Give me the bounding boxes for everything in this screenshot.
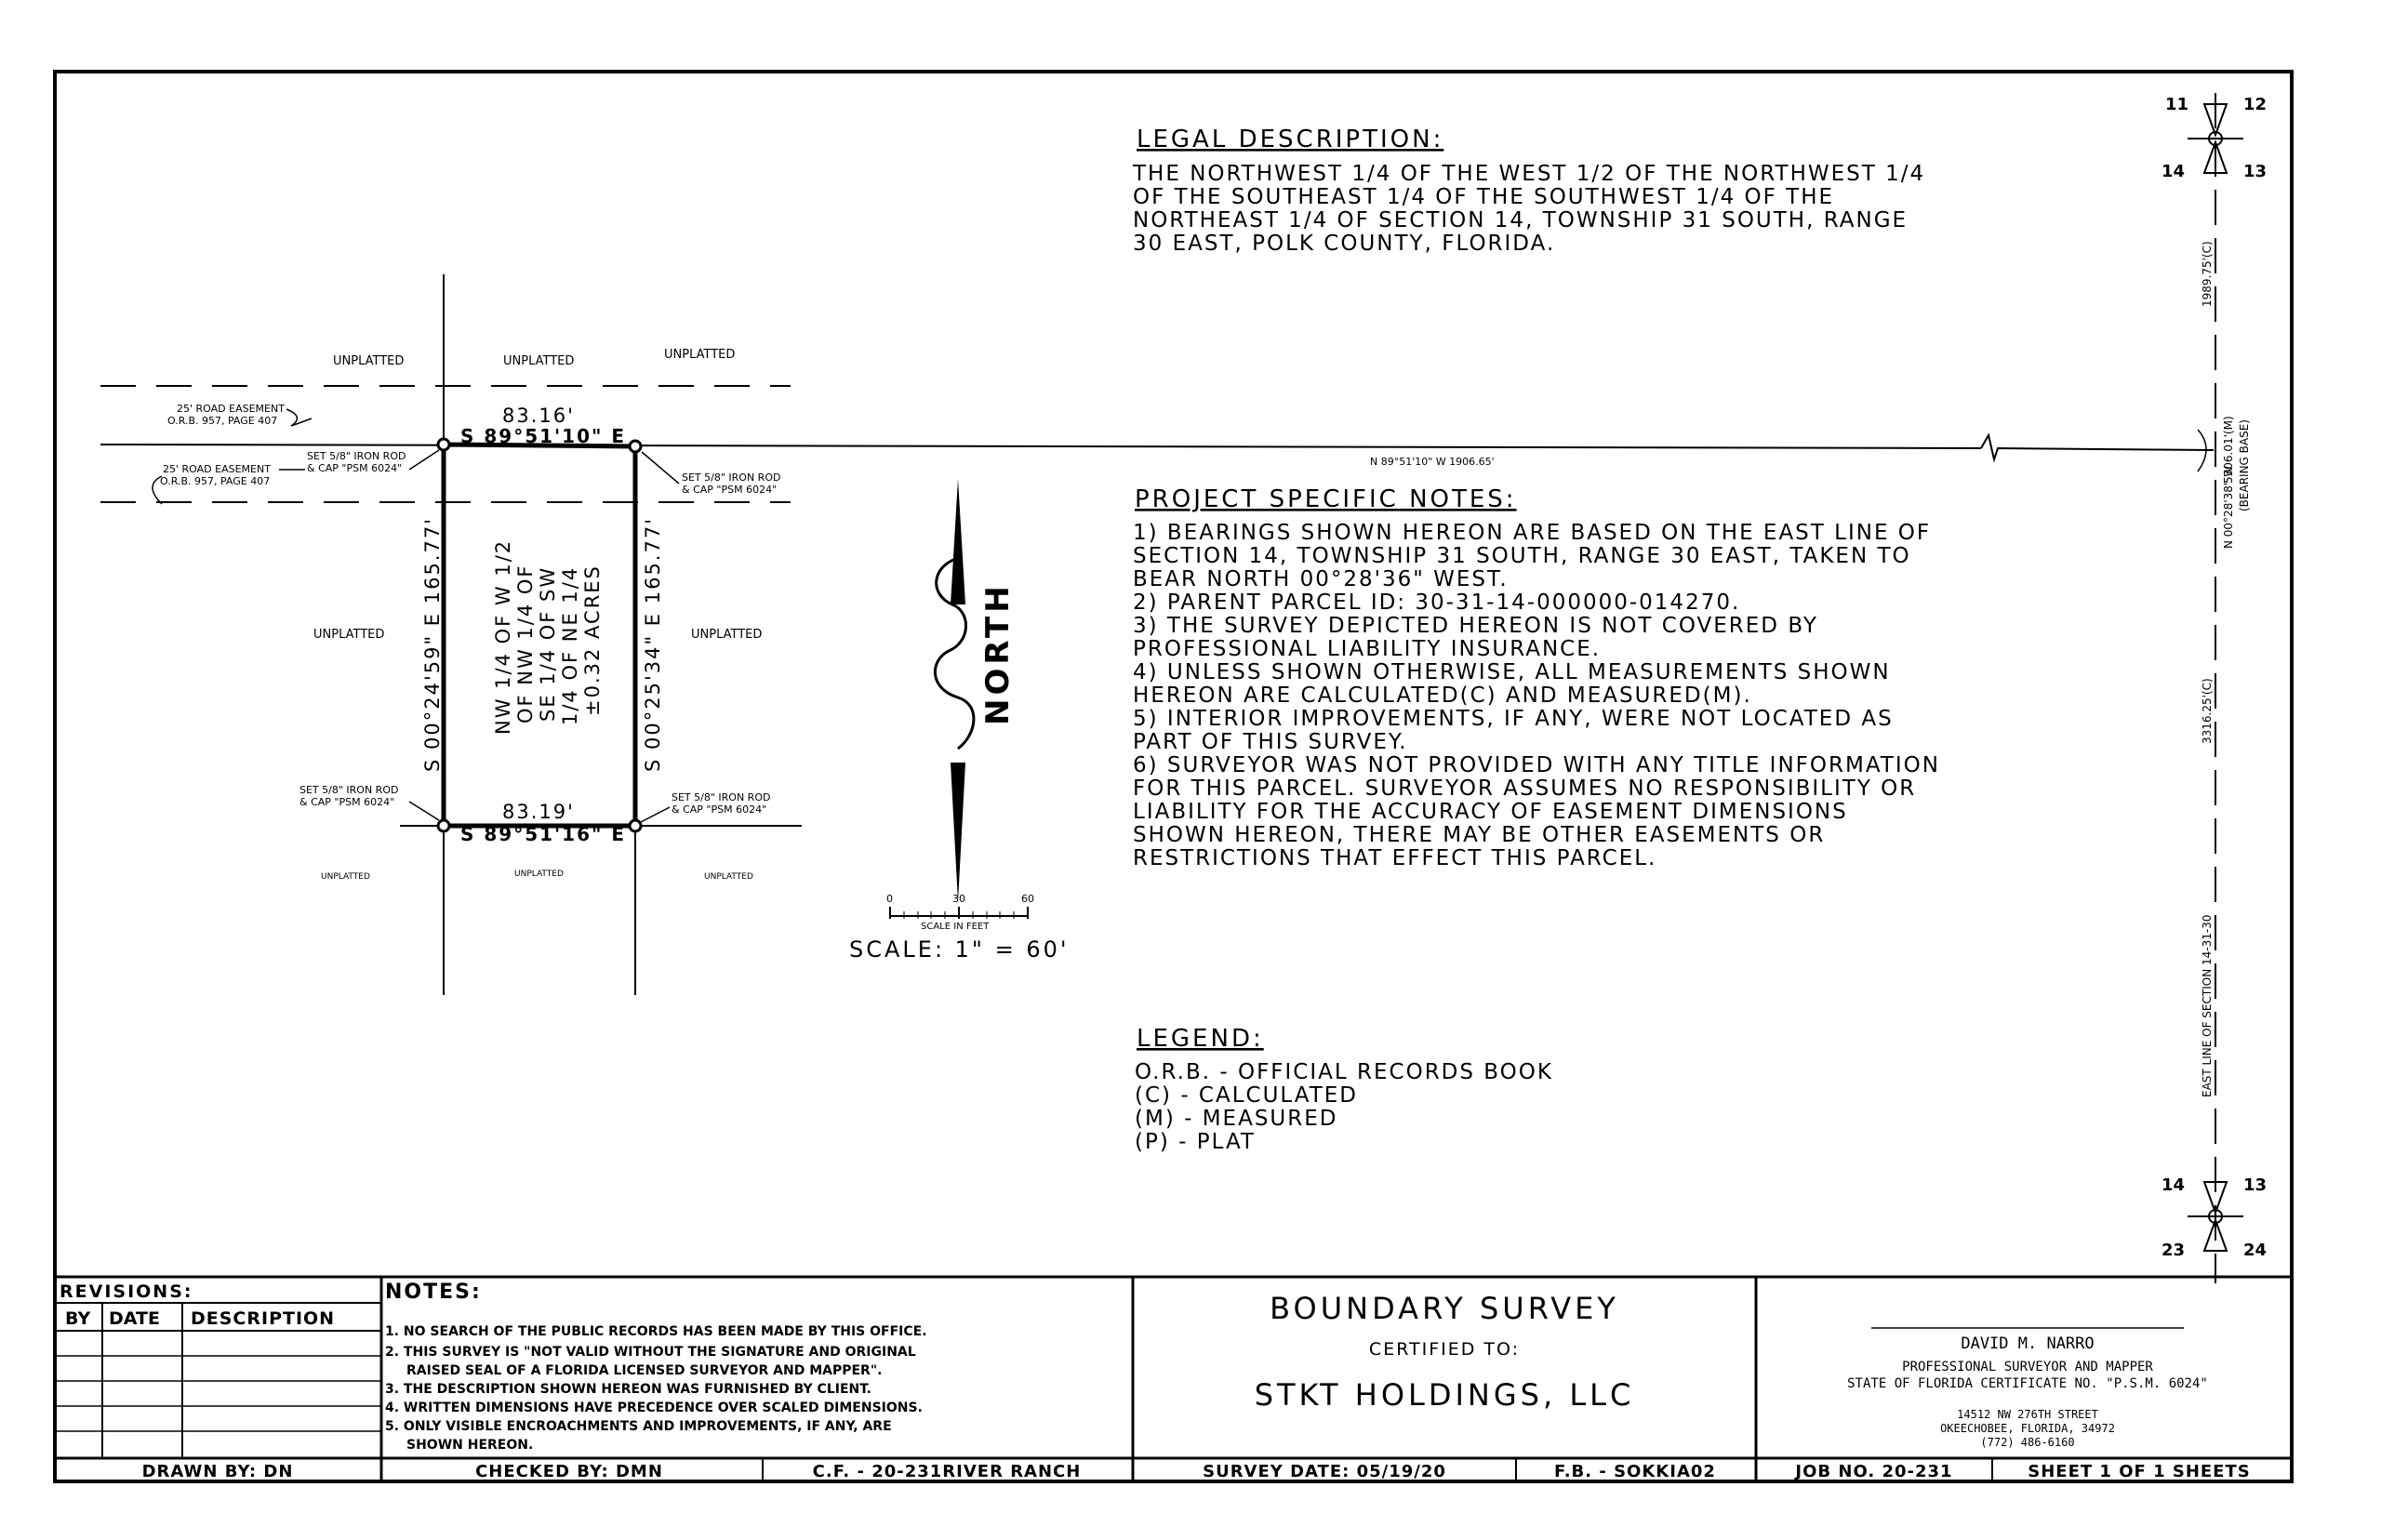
iron-rod-callout: & CAP "PSM 6024"	[672, 803, 767, 816]
parcel-desc-line: OF NW 1/4 OF	[514, 564, 537, 724]
section-corner-top	[2162, 95, 2267, 181]
section-dim: 5306.01'(M)	[2222, 416, 2235, 484]
road-centerline	[100, 445, 1981, 448]
legal-line: NORTHEAST 1/4 OF SECTION 14, TOWNSHIP 31 SOUTH, RANGE	[1133, 208, 1909, 232]
section-dim: 3316.25'(C)	[2201, 678, 2214, 744]
corner-section-number: 14	[2162, 162, 2186, 181]
title-note: 2. THIS SURVEY IS "NOT VALID WITHOUT THE SIGNATURE AND ORIGINAL	[385, 1345, 916, 1360]
scale-text: SCALE: 1" = 60'	[849, 936, 1070, 962]
surveyor-name: DAVID M. NARRO	[1961, 1334, 2095, 1353]
north-bearing: S 89°51'10" E	[460, 425, 627, 447]
note-line: 6) SURVEYOR WAS NOT PROVIDED WITH ANY TITLE INFORMATION	[1133, 753, 1940, 777]
north-label: NORTH	[979, 582, 1017, 725]
corner-section-number: 24	[2243, 1241, 2268, 1260]
corner-section-number: 11	[2165, 95, 2189, 114]
iron-rod-callout: SET 5/8" IRON ROD	[672, 791, 771, 803]
corner-section-number: 23	[2162, 1241, 2186, 1260]
legend-item: (P) - PLAT	[1135, 1130, 1256, 1154]
break-symbol	[1981, 435, 2214, 459]
scale-tick-label: 30	[952, 893, 965, 905]
title-note: 5. ONLY VISIBLE ENCROACHMENTS AND IMPROVEMENTS, IF ANY, ARE	[385, 1419, 892, 1434]
leader-line	[641, 807, 670, 822]
note-line: HEREON ARE CALCULATED(C) AND MEASURED(M).	[1133, 684, 1752, 708]
parcel-desc-line: SE 1/4 OF SW	[537, 565, 559, 722]
note-line: PROFESSIONAL LIABILITY INSURANCE.	[1133, 637, 1602, 661]
north-arrow	[935, 479, 1017, 902]
corner-section-number: 13	[2243, 1175, 2268, 1195]
survey-title: BOUNDARY SURVEY	[1270, 1291, 1619, 1326]
legend-item: (M) - MEASURED	[1135, 1107, 1338, 1131]
title-note: SHOWN HEREON.	[406, 1438, 534, 1453]
unplatted-label: UNPLATTED	[313, 628, 385, 642]
iron-rod-se	[630, 820, 641, 831]
client-name: STKT HOLDINGS, LLC	[1254, 1377, 1635, 1413]
parcel-desc-line: NW 1/4 OF W 1/2	[492, 538, 514, 735]
note-line: 2) PARENT PARCEL ID: 30-31-14-000000-014270.	[1133, 591, 1741, 615]
section-line-label: EAST LINE OF SECTION 14-31-30	[2201, 914, 2214, 1097]
title-note: 1. NO SEARCH OF THE PUBLIC RECORDS HAS BEEN MADE BY THIS OFFICE.	[385, 1324, 927, 1339]
certified-to-label: CERTIFIED TO:	[1368, 1339, 1521, 1360]
legal-line: THE NORTHWEST 1/4 OF THE WEST 1/2 OF THE NORTHWEST 1/4	[1133, 162, 1926, 186]
iron-rod-callout: & CAP "PSM 6024"	[682, 484, 778, 496]
surveyor-address: 14512 NW 276TH STREET	[1957, 1408, 2098, 1421]
legal-description	[1132, 126, 1925, 256]
east-section-line	[2162, 93, 2267, 1283]
legal-line: 30 EAST, POLK COUNTY, FLORIDA.	[1133, 232, 1556, 256]
sheet-number: SHEET 1 OF 1 SHEETS	[2028, 1462, 2251, 1481]
easement-callout: 25' ROAD EASEMENT	[177, 403, 285, 415]
corner-section-number: 13	[2243, 162, 2268, 181]
field-book: F.B. - SOKKIA02	[1554, 1462, 1716, 1481]
legend	[1135, 1025, 1553, 1154]
corner-section-number: 12	[2243, 95, 2268, 114]
north-dimension: 83.16'	[502, 405, 575, 427]
note-line: BEAR NORTH 00°28'36" WEST.	[1133, 567, 1509, 591]
east-bearing: S 00°25'34" E 165.77'	[642, 517, 664, 772]
parcel-desc-line: ±0.32 ACRES	[581, 564, 604, 716]
easement-callout: O.R.B. 957, PAGE 407	[160, 475, 271, 487]
legal-heading: LEGAL DESCRIPTION:	[1137, 126, 1444, 153]
scale-bar	[849, 893, 1069, 962]
notes-heading: PROJECT SPECIFIC NOTES:	[1135, 485, 1517, 513]
leader-line	[409, 802, 439, 820]
job-number: JOB NO. 20-231	[1795, 1462, 1953, 1481]
survey-date: SURVEY DATE: 05/19/20	[1203, 1462, 1446, 1481]
south-dimension: 83.19'	[502, 801, 575, 823]
rev-col-by: BY	[65, 1308, 91, 1329]
easement-leader	[286, 409, 312, 426]
unplatted-label: UNPLATTED	[514, 870, 564, 879]
section-bearing: N 00°28'38" W	[2222, 465, 2235, 549]
section-bearing-base: (BEARING BASE)	[2238, 419, 2251, 511]
unplatted-label: UNPLATTED	[333, 354, 405, 368]
surveyor-address: OKEECHOBEE, FLORIDA, 34972	[1940, 1422, 2115, 1435]
iron-rod-callout: & CAP "PSM 6024"	[307, 462, 403, 474]
leader-line	[409, 450, 439, 470]
project-notes	[1133, 485, 1940, 870]
south-bearing: S 89°51'16" E	[460, 823, 627, 845]
iron-rod-callout: & CAP "PSM 6024"	[299, 796, 395, 808]
surveyor-cert: STATE OF FLORIDA CERTIFICATE NO. "P.S.M. 6024"	[1847, 1376, 2208, 1391]
title-note: 3. THE DESCRIPTION SHOWN HEREON WAS FURNISHED BY CLIENT.	[385, 1382, 871, 1397]
iron-rod-sw	[438, 820, 449, 831]
north-arrow-top	[951, 479, 965, 604]
drawn-by: DRAWN BY: DN	[141, 1462, 294, 1481]
easement-callout: O.R.B. 957, PAGE 407	[167, 415, 278, 427]
surveyor-phone: (772) 486-6160	[1980, 1436, 2075, 1449]
note-line: 4) UNLESS SHOWN OTHERWISE, ALL MEASUREMENTS SHOWN	[1133, 660, 1891, 684]
legend-item: (C) - CALCULATED	[1135, 1083, 1359, 1108]
note-line: 3) THE SURVEY DEPICTED HEREON IS NOT COVERED BY	[1133, 614, 1818, 638]
legal-line: OF THE SOUTHEAST 1/4 OF THE SOUTHWEST 1/4 OF THE	[1133, 185, 1835, 209]
unplatted-label: UNPLATTED	[704, 872, 753, 882]
surveyor-title: PROFESSIONAL SURVEYOR AND MAPPER	[1902, 1360, 2153, 1374]
scale-caption: SCALE IN FEET	[921, 922, 990, 932]
legend-item: O.R.B. - OFFICIAL RECORDS BOOK	[1135, 1060, 1553, 1084]
iron-rod-ne	[630, 441, 641, 452]
note-line: 5) INTERIOR IMPROVEMENTS, IF ANY, WERE NOT LOCATED AS	[1133, 707, 1894, 731]
parcel-desc-line: 1/4 OF NE 1/4	[559, 565, 581, 725]
note-line: SHOWN HEREON, THERE MAY BE OTHER EASEMENTS OR	[1133, 823, 1826, 847]
notes-label: NOTES:	[385, 1281, 482, 1304]
note-line: FOR THIS PARCEL. SURVEYOR ASSUMES NO RESPONSIBILITY OR	[1133, 777, 1917, 801]
legend-heading: LEGEND:	[1137, 1025, 1264, 1053]
scale-tick-label: 60	[1021, 893, 1034, 905]
cf-number: C.F. - 20-231RIVER RANCH	[812, 1462, 1082, 1481]
note-line: PART OF THIS SURVEY.	[1133, 730, 1408, 754]
revisions-label: REVISIONS:	[60, 1281, 193, 1302]
note-line: LIABILITY FOR THE ACCURACY OF EASEMENT DIMENSIONS	[1133, 800, 1848, 824]
iron-rod-callout: SET 5/8" IRON ROD	[307, 450, 406, 462]
easement-callout: 25' ROAD EASEMENT	[163, 463, 271, 475]
checked-by: CHECKED BY: DMN	[475, 1462, 663, 1481]
iron-rod-callout: SET 5/8" IRON ROD	[299, 784, 399, 796]
note-line: SECTION 14, TOWNSHIP 31 SOUTH, RANGE 30 EAST, TAKEN TO	[1133, 544, 1911, 568]
unplatted-label: UNPLATTED	[503, 354, 575, 368]
corner-section-number: 14	[2162, 1175, 2186, 1195]
rev-col-date: DATE	[109, 1308, 160, 1329]
title-note: 4. WRITTEN DIMENSIONS HAVE PRECEDENCE OVER SCALED DIMENSIONS.	[385, 1401, 923, 1415]
title-note: RAISED SEAL OF A FLORIDA LICENSED SURVEYOR AND MAPPER".	[406, 1363, 883, 1378]
west-bearing: S 00°24'59" E 165.77'	[421, 517, 444, 772]
scale-tick-label: 0	[886, 893, 893, 905]
long-line-bearing: N 89°51'10" W 1906.65'	[1370, 456, 1495, 468]
title-block	[55, 1277, 2292, 1481]
note-line: 1) BEARINGS SHOWN HEREON ARE BASED ON THE EAST LINE OF	[1133, 521, 1932, 545]
section-corner-bottom	[2162, 1175, 2267, 1260]
section-dim: 1989.75'(C)	[2201, 241, 2214, 307]
unplatted-label: UNPLATTED	[321, 872, 370, 882]
iron-rod-callout: SET 5/8" IRON ROD	[682, 471, 781, 484]
note-line: RESTRICTIONS THAT EFFECT THIS PARCEL.	[1133, 846, 1657, 870]
unplatted-label: UNPLATTED	[691, 628, 763, 642]
north-arrow-bottom	[951, 763, 965, 902]
rev-col-description: DESCRIPTION	[191, 1308, 336, 1329]
leader-line	[642, 452, 679, 484]
iron-rod-nw	[438, 439, 449, 450]
unplatted-label: UNPLATTED	[664, 348, 736, 362]
